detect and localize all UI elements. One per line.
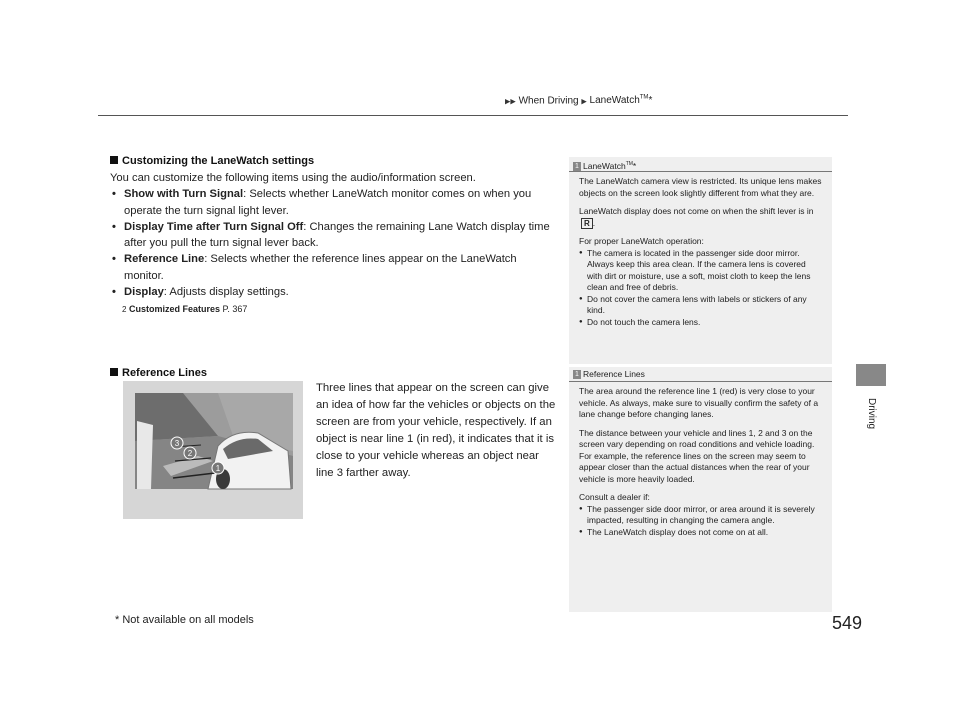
section-square-icon [110,156,118,164]
customizing-body [110,170,555,319]
note-list [579,248,822,329]
note-paragraph: The distance between your vehicle and lines 1, 2 and 3 on the screen vary depending on road conditions and vehicle loading. For example, the reference lines on the screen may seem to appear closer than the actual distances when the rear of your vehicle is more heavily loaded. [579,427,815,484]
lanewatch-scene-illustration [123,381,303,519]
note-reference-lines [569,367,832,612]
r-key-icon: R [581,218,593,229]
note-paragraph: For proper LaneWatch operation: [579,236,704,246]
note-paragraph: LaneWatch display does not come on when the shift lever is in R . [579,206,814,228]
list-item: ● The passenger side door mirror, or area around it is severely impacted, resulting in changing the camera angle. [579,504,822,527]
breadcrumb [505,95,652,106]
list-item: ● Do not cover the camera lens with labels or stickers of any kind. [579,294,822,317]
note-paragraph: The LaneWatch camera view is restricted. Its unique lens makes objects on the screen look slightly different from what they are. [579,176,822,198]
reference-body: Three lines that appear on the screen can give an idea of how far the vehicles or objects on the screen are from your vehicle, respectively. If an object is near line 1 (in red), it indicates that it is close to your vehicle whereas an object near line 3 farther away. [316,382,556,479]
chapter-label: Driving [866,398,877,430]
note-number-icon: 1 [573,162,581,171]
breadcrumb-when-driving[interactable]: When Driving [518,95,579,107]
note-body [569,382,832,551]
list-item: • Display: Adjusts display settings. [110,284,555,300]
chapter-tab [856,364,886,386]
list-item: ● The LaneWatch display does not come on at all. [579,527,822,539]
marker-3-label: 3 [174,439,180,448]
reference-arrow-icon: 2 [122,305,127,315]
note-list [579,504,822,539]
note-body [569,172,832,341]
footnote: * Not available on all models [115,614,254,626]
note-lanewatch [569,157,832,364]
note-number-icon: 1 [573,370,581,379]
customized-features-link[interactable]: 2 Customized Features P. 367 [122,304,248,315]
note-header: 1 LaneWatch™* [569,157,832,172]
reference-heading: Reference Lines [110,367,207,379]
customizing-intro: You can customize the following items using the audio/information screen. [110,172,476,184]
lanewatch-camera-image [123,381,303,519]
page-number: 549 [832,613,863,633]
note-paragraph: The area around the reference line 1 (red) is very close to your vehicle. As always, make sure to visually confirm the safety of a lane change before changing lanes. [579,386,819,419]
breadcrumb-lanewatch[interactable]: LaneWatch™* [589,95,653,107]
list-item: • Reference Line: Selects whether the reference lines appear on the LaneWatch monitor. [110,251,555,284]
customizing-heading: Customizing the LaneWatch settings [110,155,314,167]
breadcrumb-arrow-icon: ▶▶ [505,98,516,106]
marker-2-label: 2 [187,449,193,458]
customizing-list [110,186,555,300]
breadcrumb-arrow-icon: ▶ [581,98,587,106]
marker-1-label: 1 [215,464,221,473]
note-header: 1 Reference Lines [569,367,832,382]
header-rule [98,115,848,116]
list-item: • Show with Turn Signal: Selects whether LaneWatch monitor comes on when you operate the turn signal light lever. [110,186,555,219]
section-square-icon [110,368,118,376]
list-item: ● The camera is located in the passenger side door mirror. Always keep this area clean. If the camera lens is covered with dirt or moisture, use a soft, moist cloth to keep the lens clean and free of debris. [579,248,822,294]
list-item: ● Do not touch the camera lens. [579,317,822,329]
list-item: • Display Time after Turn Signal Off: Changes the remaining Lane Watch display time after you pull the turn signal lever back. [110,219,555,252]
note-paragraph: Consult a dealer if: [579,492,650,502]
